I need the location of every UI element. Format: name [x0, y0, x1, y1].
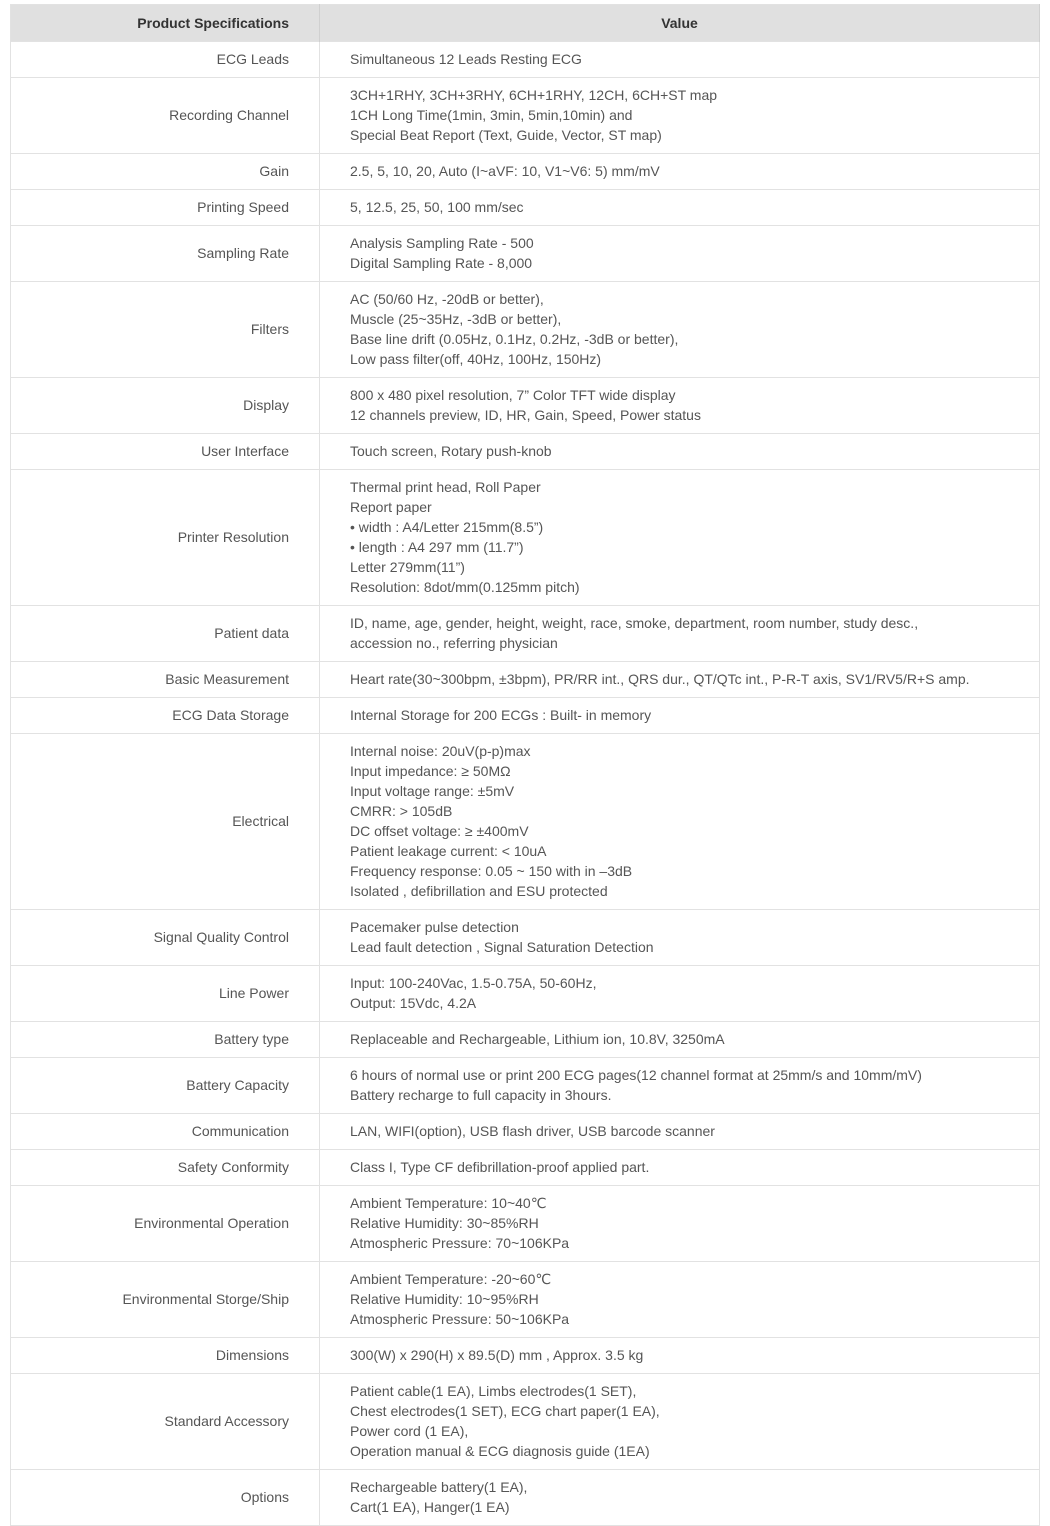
spec-value-line: Muscle (25~35Hz, -3dB or better), [350, 311, 562, 327]
spec-value [320, 154, 1040, 190]
table-row [11, 1150, 1040, 1186]
spec-value-line: Relative Humidity: 10~95%RH [350, 1291, 539, 1307]
spec-label: Filters [11, 282, 320, 378]
spec-value [320, 378, 1040, 434]
spec-label: Gain [11, 154, 320, 190]
spec-value-line: Isolated , defibrillation and ESU protected [350, 883, 608, 899]
table-row [11, 1470, 1040, 1526]
table-row [11, 910, 1040, 966]
table-row [11, 434, 1040, 470]
spec-value [320, 470, 1040, 606]
spec-value-line: Touch screen, Rotary push-knob [350, 443, 552, 459]
spec-value-line: CMRR: > 105dB [350, 803, 453, 819]
spec-value-line: 6 hours of normal use or print 200 ECG pages(12 channel format at 25mm/s and 10mm/mV) [350, 1067, 922, 1083]
spec-label: Printer Resolution [11, 470, 320, 606]
table-row [11, 1022, 1040, 1058]
spec-value-line: 5, 12.5, 25, 50, 100 mm/sec [350, 199, 524, 215]
spec-label: Electrical [11, 734, 320, 910]
spec-value-line: accession no., referring physician [350, 635, 558, 651]
table-row [11, 1338, 1040, 1374]
spec-value-line: Relative Humidity: 30~85%RH [350, 1215, 539, 1231]
spec-value [320, 1470, 1040, 1526]
spec-value-line: • width : A4/Letter 215mm(8.5”) [350, 519, 544, 535]
spec-label: Line Power [11, 966, 320, 1022]
table-row [11, 1262, 1040, 1338]
spec-label: ECG Data Storage [11, 698, 320, 734]
spec-value-line: Rechargeable battery(1 EA), [350, 1479, 528, 1495]
spec-value-line: Base line drift (0.05Hz, 0.1Hz, 0.2Hz, -3dB or better), [350, 331, 679, 347]
spec-value-line: Input voltage range: ±5mV [350, 783, 515, 799]
spec-value [320, 42, 1040, 78]
table-row [11, 1114, 1040, 1150]
spec-value-line: ID, name, age, gender, height, weight, race, smoke, department, room number, study desc., [350, 615, 919, 631]
spec-value-line: Input impedance: ≥ 50MΩ [350, 763, 511, 779]
spec-value-line: Analysis Sampling Rate - 500 [350, 235, 534, 251]
table-row [11, 698, 1040, 734]
table-row [11, 966, 1040, 1022]
spec-value-line: Internal noise: 20uV(p-p)max [350, 743, 531, 759]
spec-label: Basic Measurement [11, 662, 320, 698]
spec-value [320, 1114, 1040, 1150]
spec-label: Safety Conformity [11, 1150, 320, 1186]
spec-value [320, 226, 1040, 282]
spec-value-line: LAN, WIFI(option), USB flash driver, USB barcode scanner [350, 1123, 715, 1139]
spec-label: Printing Speed [11, 190, 320, 226]
spec-value [320, 1262, 1040, 1338]
table-row [11, 1186, 1040, 1262]
spec-value [320, 698, 1040, 734]
spec-value-line: 800 x 480 pixel resolution, 7” Color TFT wide display [350, 387, 676, 403]
table-row [11, 190, 1040, 226]
spec-label: Sampling Rate [11, 226, 320, 282]
table-row [11, 226, 1040, 282]
spec-label: User Interface [11, 434, 320, 470]
spec-value [320, 1186, 1040, 1262]
spec-value-line: Patient leakage current: < 10uA [350, 843, 547, 859]
table-row [11, 282, 1040, 378]
spec-value-line: DC offset voltage: ≥ ±400mV [350, 823, 529, 839]
spec-value-line: 2.5, 5, 10, 20, Auto (I~aVF: 10, V1~V6: 5) mm/mV [350, 163, 660, 179]
spec-value [320, 606, 1040, 662]
spec-value-line: Class I, Type CF defibrillation-proof applied part. [350, 1159, 650, 1175]
table-row [11, 1058, 1040, 1114]
table-row [11, 42, 1040, 78]
spec-value [320, 910, 1040, 966]
spec-value-line: Report paper [350, 499, 432, 515]
table-header [11, 5, 1040, 42]
spec-value-line: Atmospheric Pressure: 70~106KPa [350, 1235, 570, 1251]
spec-value-line: • length : A4 297 mm (11.7”) [350, 539, 524, 555]
spec-value [320, 282, 1040, 378]
spec-label: Environmental Storge/Ship [11, 1262, 320, 1338]
spec-label: Battery Capacity [11, 1058, 320, 1114]
spec-value-line: 300(W) x 290(H) x 89.5(D) mm , Approx. 3.5 kg [350, 1347, 644, 1363]
spec-value [320, 1374, 1040, 1470]
header-value: Value [320, 5, 1040, 42]
spec-value-line: Pacemaker pulse detection [350, 919, 519, 935]
spec-value [320, 190, 1040, 226]
spec-value-line: Ambient Temperature: -20~60℃ [350, 1271, 552, 1287]
spec-value [320, 1022, 1040, 1058]
table-row [11, 662, 1040, 698]
spec-value-line: Simultaneous 12 Leads Resting ECG [350, 51, 582, 67]
spec-value [320, 434, 1040, 470]
spec-label: ECG Leads [11, 42, 320, 78]
spec-value-line: Battery recharge to full capacity in 3hours. [350, 1087, 612, 1103]
spec-value-line: Heart rate(30~300bpm, ±3bpm), PR/RR int., QRS dur., QT/QTc int., P-R-T axis, SV1/RV5/R+S amp. [350, 671, 970, 687]
spec-value-line: AC (50/60 Hz, -20dB or better), [350, 291, 544, 307]
spec-label: Environmental Operation [11, 1186, 320, 1262]
spec-label: Options [11, 1470, 320, 1526]
spec-value-line: Output: 15Vdc, 4.2A [350, 995, 477, 1011]
table-row [11, 378, 1040, 434]
spec-value-line: Low pass filter(off, 40Hz, 100Hz, 150Hz) [350, 351, 602, 367]
spec-value-line: Chest electrodes(1 SET), ECG chart paper(1 EA), [350, 1403, 660, 1419]
spec-value-line: Ambient Temperature: 10~40℃ [350, 1195, 547, 1211]
spec-value [320, 1150, 1040, 1186]
spec-value [320, 78, 1040, 154]
spec-value-line: Patient cable(1 EA), Limbs electrodes(1 SET), [350, 1383, 637, 1399]
spec-value [320, 966, 1040, 1022]
spec-value-line: Internal Storage for 200 ECGs : Built- in memory [350, 707, 652, 723]
spec-label: Battery type [11, 1022, 320, 1058]
spec-label: Communication [11, 1114, 320, 1150]
spec-value-line: Thermal print head, Roll Paper [350, 479, 541, 495]
spec-value-line: 12 channels preview, ID, HR, Gain, Speed, Power status [350, 407, 701, 423]
spec-label: Standard Accessory [11, 1374, 320, 1470]
spec-table [10, 4, 1040, 1526]
spec-value-line: Input: 100-240Vac, 1.5-0.75A, 50-60Hz, [350, 975, 597, 991]
spec-value-line: 1CH Long Time(1min, 3min, 5min,10min) and [350, 107, 633, 123]
spec-label: Recording Channel [11, 78, 320, 154]
spec-value-line: Atmospheric Pressure: 50~106KPa [350, 1311, 570, 1327]
spec-value [320, 662, 1040, 698]
table-row [11, 154, 1040, 190]
spec-value [320, 1338, 1040, 1374]
header-spec: Product Specifications [11, 5, 320, 42]
spec-label: Dimensions [11, 1338, 320, 1374]
spec-label: Patient data [11, 606, 320, 662]
spec-value-line: Resolution: 8dot/mm(0.125mm pitch) [350, 579, 580, 595]
spec-value-line: Operation manual & ECG diagnosis guide (1EA) [350, 1443, 650, 1459]
spec-value [320, 734, 1040, 910]
spec-value-line: Lead fault detection , Signal Saturation Detection [350, 939, 654, 955]
spec-value-line: Letter 279mm(11”) [350, 559, 465, 575]
table-body [11, 42, 1040, 1526]
spec-value-line: 3CH+1RHY, 3CH+3RHY, 6CH+1RHY, 12CH, 6CH+ST map [350, 87, 718, 103]
spec-value-line: Cart(1 EA), Hanger(1 EA) [350, 1499, 510, 1515]
spec-value-line: Digital Sampling Rate - 8,000 [350, 255, 533, 271]
spec-value-line: Power cord (1 EA), [350, 1423, 469, 1439]
spec-value-line: Replaceable and Rechargeable, Lithium ion, 10.8V, 3250mA [350, 1031, 725, 1047]
table-row [11, 734, 1040, 910]
table-row [11, 78, 1040, 154]
table-row [11, 1374, 1040, 1470]
spec-label: Display [11, 378, 320, 434]
spec-value-line: Special Beat Report (Text, Guide, Vector, ST map) [350, 127, 662, 143]
table-row [11, 470, 1040, 606]
spec-value-line: Frequency response: 0.05 ~ 150 with in –3dB [350, 863, 633, 879]
spec-value [320, 1058, 1040, 1114]
table-row [11, 606, 1040, 662]
spec-label: Signal Quality Control [11, 910, 320, 966]
